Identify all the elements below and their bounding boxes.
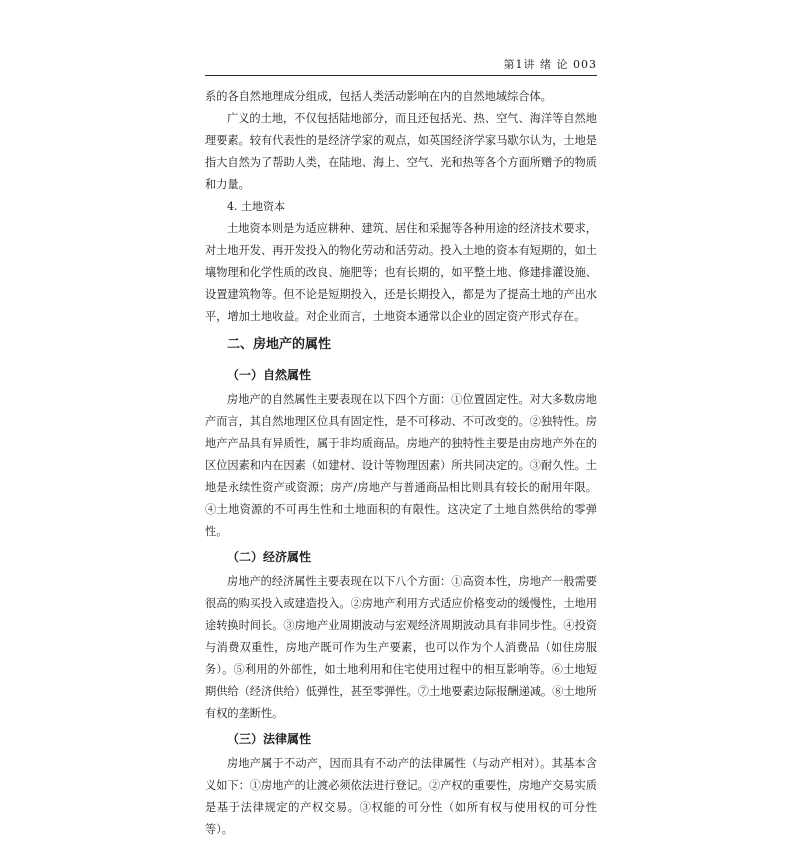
paragraph-legal-attributes: 房地产属于不动产，因而具有不动产的法律属性（与动产相对）。其基本含义如下：①房地产的让渡必须依法进行登记。②产权的重要性，房地产交易实质是基于法律规定的产权交易。③权能的可分性（如所有权与使用权的可分性等）。 [205,757,597,836]
paragraph-broad-land: 广义的土地，不仅包括陆地部分，而且还包括光、热、空气、海洋等自然地理要素。较有代表性的是经济学家的观点，如英国经济学家马歇尔认为，土地是指大自然为了帮助人类，在陆地、海上、空气、光和热等各个方面所赠予的物质和力量。 [205,112,597,191]
subheading-land-capital: 4. 土地资本 [227,200,285,213]
page-header [205,55,597,76]
section-heading-real-estate-attributes: 二、房地产的属性 [227,337,332,352]
heading-natural-attributes: （一）自然属性 [227,368,312,382]
paragraph-natural-attributes: 房地产的自然属性主要表现在以下四个方面：①位置固定性。对大多数房地产而言，其自然地理区位具有固定性，是不可移动、不可改变的。②独特性。房地产产品具有异质性，属于非均质商品。房地产的独特性主要是由房地产外在的区位因素和内在因素（如建材、设计等物理因素）所共同决定的。③耐久性。土地是永续性资产或资源；房产/房地产与普通商品相比则具有较长的耐用年限。④土地资源的不可再生性和土地面积的有限性。这决定了土地自然供给的零弹性。 [205,393,597,538]
heading-economic-attributes: （二）经济属性 [227,550,312,564]
running-head: 第1讲 绪 论 003 [503,58,597,71]
paragraph-continuation: 系的各自然地理成分组成，包括人类活动影响在内的自然地域综合体。 [205,90,552,103]
heading-legal-attributes: （三）法律属性 [227,732,312,746]
paragraph-land-capital: 土地资本则是为适应耕种、建筑、居住和采掘等各种用途的经济技术要求，对土地开发、再开发投入的物化劳动和活劳动。投入土地的资本有短期的，如土壤物理和化学性质的改良、施肥等；也有长期的，如平整土地、修建排灌设施、设置建筑物等。但不论是短期投入，还是长期投入，都是为了提高土地的产出水平，增加土地收益。对企业而言，土地资本通常以企业的固定资产形式存在。 [205,222,597,323]
page-body [205,86,597,841]
paragraph-economic-attributes: 房地产的经济属性主要表现在以下八个方面：①高资本性，房地产一般需要很高的购买投入或建造投入。②房地产利用方式适应价格变动的缓慢性，土地用途转换时间长。③房地产业周期波动与宏观经济周期波动具有非同步性。④投资与消费双重性，房地产既可作为生产要素，也可以作为个人消费品（如住房服务）。⑤利用的外部性，如土地利用和住宅使用过程中的相互影响等。⑥土地短期供给（经济供给）低弹性，甚至零弹性。⑦土地要素边际报酬递减。⑧土地所有权的垄断性。 [205,575,597,720]
